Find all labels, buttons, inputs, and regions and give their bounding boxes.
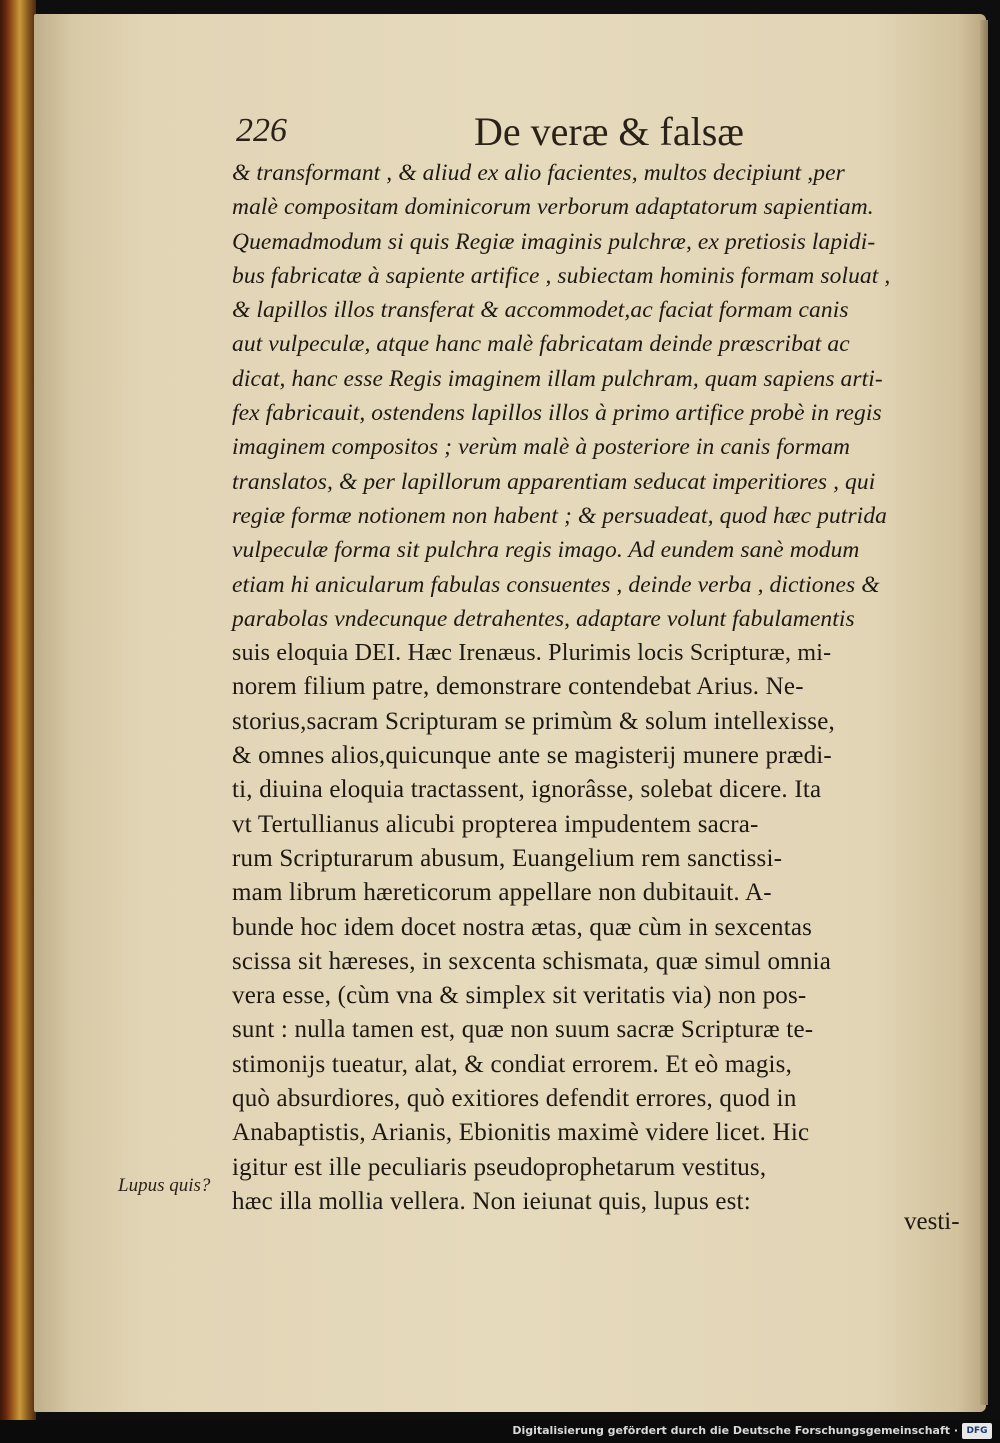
text-line: & transformant , & aliud ex alio facientes, multos decipiunt ,per — [232, 160, 845, 186]
text-line: vulpeculæ forma sit pulchra regis imago. Ad eundem sanè modum — [232, 537, 860, 564]
running-head-title: De veræ & falsæ — [474, 109, 744, 154]
text-line: etiam hi anicularum fabulas consuentes , deinde verba , dictiones & — [232, 571, 880, 598]
text-line: suis eloquia DEI. Hæc Irenæus. Plurimis locis Scripturæ, mi- — [232, 640, 832, 667]
body-text — [232, 156, 960, 1219]
text-line: translatos, & per lapillorum apparentiam seducat imperitiores , qui — [232, 468, 876, 495]
text-line: ti, diuina eloquia tractassent, ignorâsse, solebat dicere. Ita — [232, 776, 822, 804]
text-line: vera esse, (cùm vna & simplex sit veritatis via) non pos- — [232, 982, 807, 1010]
text-line: norem filium patre, demonstrare contendebat Arius. Ne- — [232, 673, 804, 701]
text-line: regiæ formæ notionem non habent ; & persuadeat, quod hæc putrida — [232, 502, 888, 529]
text-line: scissa sit hæreses, in sexcenta schismata, quæ simul omnia — [232, 947, 832, 975]
catchword: vesti- — [904, 1208, 960, 1235]
text-line: mam librum hæreticorum appellare non dubitauit. A- — [232, 879, 772, 907]
text-line: fex fabricauit, ostendens lapillos illos à primo artifice probè in regis — [232, 400, 882, 427]
text-line: bus fabricatæ à sapiente artifice , subiectam hominis formam soluat , — [232, 262, 891, 289]
text-line: igitur est ille peculiaris pseudoprophetarum vestitus, — [232, 1153, 767, 1181]
book-spine-edge — [0, 0, 36, 1420]
text-line: parabolas vndecunque detrahentes, adaptare volunt fabulamentis — [232, 605, 855, 632]
text-line: malè compositam dominicorum verborum adaptatorum sapientiam. — [232, 194, 874, 221]
text-line: imaginem compositos ; verùm malè à posteriore in canis formam — [232, 434, 851, 461]
text-line: & lapillos illos transferat & accommodet,ac faciat formam canis — [232, 297, 849, 324]
text-line: Anabaptistis, Arianis, Ebionitis maximè videre licet. Hic — [232, 1119, 810, 1147]
dfg-logo-icon: DFG — [962, 1423, 992, 1439]
footer-bar — [0, 1420, 1000, 1443]
page-fore-edge — [980, 20, 988, 1405]
text-line: hæc illa mollia vellera. Non ieiunat quis, lupus est: — [232, 1187, 751, 1215]
page-number: 226 — [236, 112, 287, 149]
text-line: sunt : nulla tamen est, quæ non suum sacræ Scripturæ te- — [232, 1016, 814, 1044]
text-line: quò absurdiores, quò exitiores defendit errores, quod in — [232, 1085, 797, 1113]
text-line: vt Tertullianus alicubi propterea impudentem sacra- — [232, 810, 759, 838]
text-line: bunde hoc idem docet nostra ætas, quæ cùm in sexcentas — [232, 913, 813, 941]
text-line: & omnes alios,quicunque ante se magisterij munere prædi- — [232, 742, 832, 770]
running-head — [236, 108, 976, 154]
text-line: stimonijs tueatur, alat, & condiat errorem. Et eò magis, — [232, 1050, 793, 1078]
footer-credit: Digitalisierung gefördert durch die Deutsche Forschungsgemeinschaft · — [512, 1424, 958, 1437]
text-line: storius,sacram Scripturam se primùm & solum intellexisse, — [232, 707, 835, 735]
text-line: aut vulpeculæ, atque hanc malè fabricatam deinde præscribat ac — [232, 331, 850, 358]
text-line: rum Scripturarum abusum, Euangelium rem sanctissi- — [232, 844, 783, 872]
text-line: Quemadmodum si quis Regiæ imaginis pulchræ, ex pretiosis lapidi- — [232, 228, 876, 255]
marginal-note: Lupus quis? — [118, 1175, 211, 1196]
text-line: dicat, hanc esse Regis imaginem illam pulchram, quam sapiens arti- — [232, 365, 883, 392]
